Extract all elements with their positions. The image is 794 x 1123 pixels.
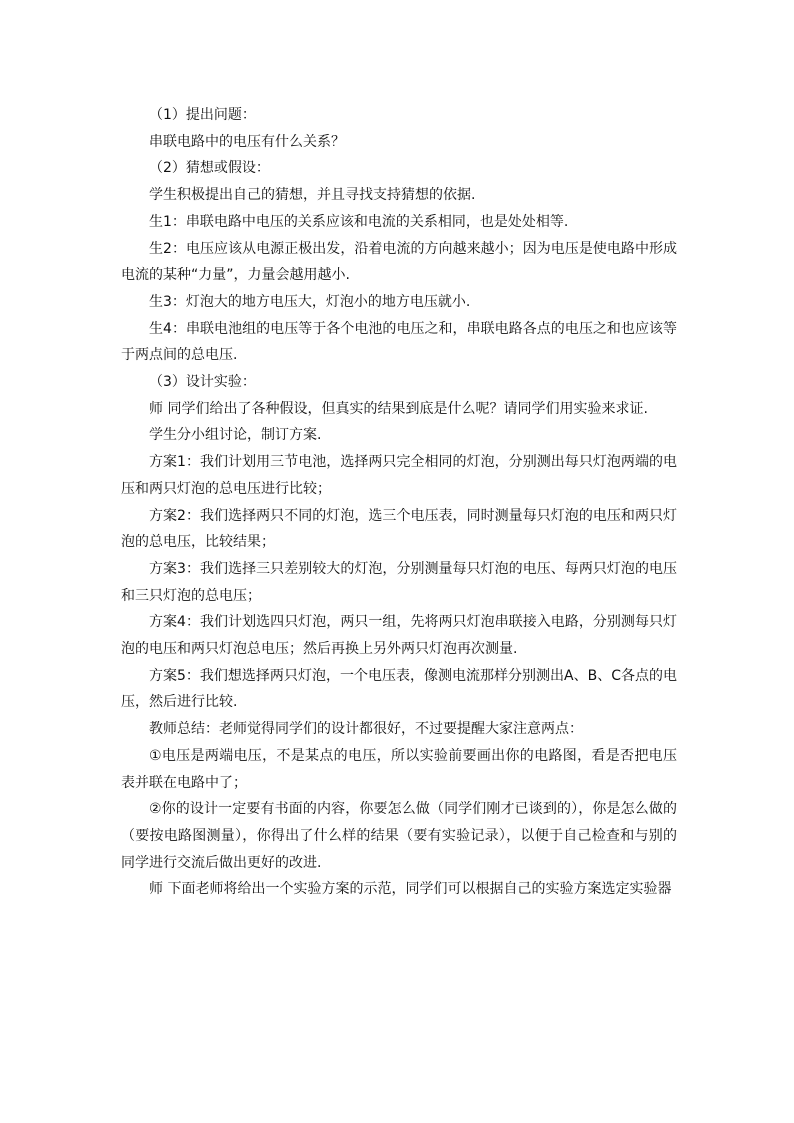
paragraph: 生3：灯泡大的地方电压大，灯泡小的地方电压就小. (149, 293, 471, 310)
paragraph: 学生分小组讨论，制订方案. (149, 427, 322, 444)
paragraph: 生4：串联电池组的电压等于各个电池的电压之和，串联电路各点的电压之和也应该等于两点间的总电压. (121, 320, 677, 364)
document-body (121, 102, 677, 903)
paragraph: 生1：串联电路中电压的关系应该和电流的关系相同，也是处处相等. (149, 213, 569, 230)
section-heading-question: （1）提出问题： (149, 107, 256, 123)
paragraph: 学生积极提出自己的猜想，并且寻找支持猜想的依据. (149, 187, 476, 204)
paragraph-plan-2: 方案2：我们选择两只不同的灯泡，选三个电压表，同时测量每只灯泡的电压和两只灯泡的总电压，比较结果； (121, 507, 677, 551)
paragraph-note-1: ①电压是两端电压，不是某点的电压，所以实验前要画出你的电路图，看是否把电压表并联在电路中了； (121, 747, 677, 791)
paragraph-plan-5: 方案5：我们想选择两只灯泡，一个电压表，像测电流那样分别测出A、B、C各点的电压，然后进行比较. (121, 667, 677, 711)
paragraph: 师 下面老师将给出一个实验方案的示范，同学们可以根据自己的实验方案选定实验器 (149, 881, 672, 898)
paragraph-note-2: ②你的设计一定要有书面的内容，你要怎么做（同学们刚才已谈到的），你是怎么做的（要按电路图测量），你得出了什么样的结果（要有实验记录），以便于自己检查和与别的同学进行交流后做出更好的改进. (121, 801, 677, 871)
paragraph: 生2：电压应该从电源正极出发，沿着电流的方向越来越小；因为电压是使电路中形成电流的某种“力量”，力量会越用越小. (121, 240, 677, 284)
paragraph-plan-1: 方案1：我们计划用三节电池，选择两只完全相同的灯泡，分别测出每只灯泡两端的电压和两只灯泡的总电压进行比较； (121, 454, 677, 497)
section-heading-hypothesis: （2）猜想或假设： (149, 160, 270, 177)
section-heading-design: （3）设计实验： (149, 374, 256, 391)
paragraph-teacher-summary: 教师总结：老师觉得同学们的设计都很好，不过要提醒大家注意两点： (149, 721, 583, 738)
paragraph: 师 同学们给出了各种假设，但真实的结果到底是什么呢？请同学们用实验来求证. (149, 400, 648, 417)
paragraph-plan-4: 方案4：我们计划选四只灯泡，两只一组，先将两只灯泡串联接入电路，分别测每只灯泡的电压和两只灯泡总电压；然后再换上另外两只灯泡再次测量. (121, 614, 677, 658)
paragraph: 串联电路中的电压有什么关系？ (149, 133, 345, 150)
paragraph-plan-3: 方案3：我们选择三只差别较大的灯泡，分别测量每只灯泡的电压、每两只灯泡的电压和三只灯泡的总电压； (121, 560, 677, 604)
